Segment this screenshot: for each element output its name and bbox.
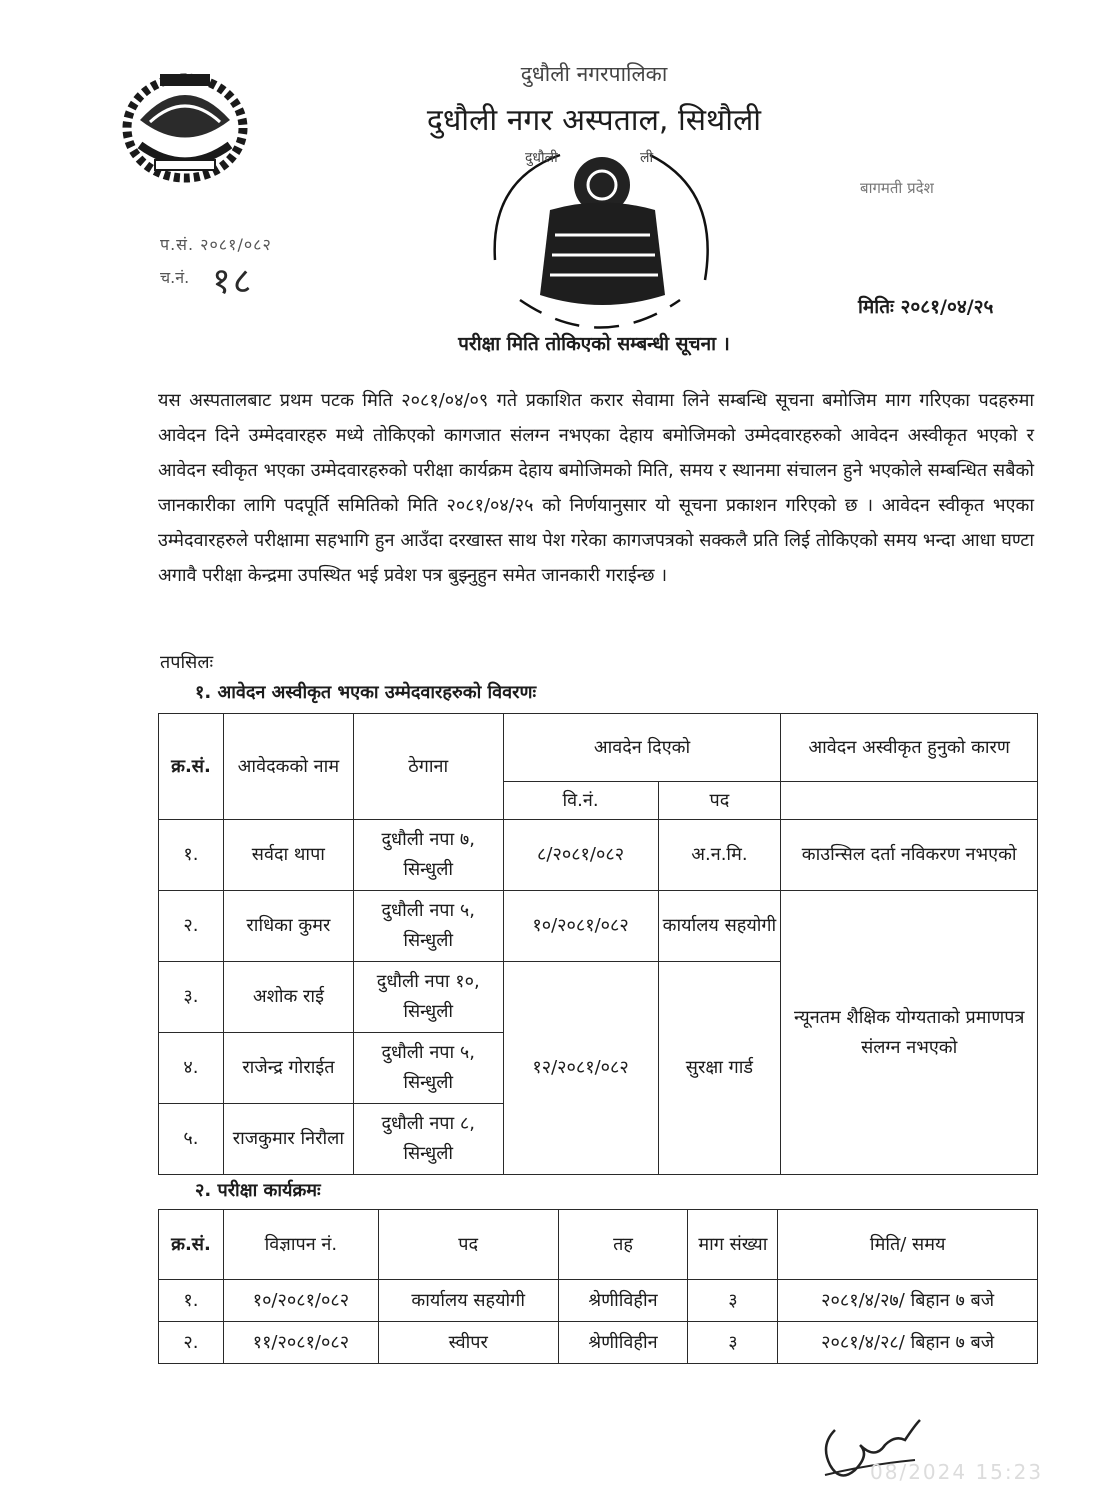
row-sn: २. bbox=[159, 891, 224, 962]
row-level: श्रेणीविहीन bbox=[558, 1322, 688, 1364]
row-post: स्वीपर bbox=[378, 1322, 558, 1364]
row-level: श्रेणीविहीन bbox=[558, 1280, 688, 1322]
row-sn: २. bbox=[159, 1322, 224, 1364]
row-post: कार्यालय सहयोगी bbox=[378, 1280, 558, 1322]
province-name: बागमती प्रदेश bbox=[860, 179, 934, 197]
patra-sankhya: प.सं. २०८१/०८२ bbox=[160, 235, 272, 254]
row-sn: ५. bbox=[159, 1104, 224, 1175]
row-demand: ३ bbox=[688, 1280, 778, 1322]
table-row bbox=[159, 1280, 1038, 1322]
row-name: राधिका कुमर bbox=[223, 891, 353, 962]
header-name: आवेदकको नाम bbox=[223, 714, 353, 820]
tapasil-label: तपसिलः bbox=[160, 652, 214, 673]
merged-reason: न्यूनतम शैक्षिक योग्यताको प्रमाणपत्र संलग्न नभएको bbox=[781, 891, 1038, 1175]
row-name: सर्वदा थापा bbox=[223, 820, 353, 891]
row-post: कार्यालय सहयोगी bbox=[658, 891, 781, 962]
row-adv-no: १०/२०८१/०८२ bbox=[223, 1280, 378, 1322]
header-address: ठेगाना bbox=[353, 714, 503, 820]
table-row bbox=[159, 1322, 1038, 1364]
row-address: दुधौली नपा १०, सिन्धुली bbox=[353, 962, 503, 1033]
notice-date: मितिः २०८१/०४/२५ bbox=[858, 296, 994, 318]
header-applied: आवदेन दिएको bbox=[503, 714, 781, 782]
table-row bbox=[159, 891, 1038, 962]
hospital-name: दुधौली नगर अस्पताल, सिथौली bbox=[426, 103, 762, 138]
header-sn: क्र.सं. bbox=[159, 1210, 224, 1280]
header-adv-no: वि.नं. bbox=[503, 782, 658, 820]
header-post: पद bbox=[378, 1210, 558, 1280]
notice-body: यस अस्पतालबाट प्रथम पटक मिति २०८१/०४/०९ गते प्रकाशित करार सेवामा लिने सम्बन्धि सूचना बमोजिम माग गरिएका पदहरुमा आवेदन दिने उम्मेदवारहरु मध्ये तोकिएको कागजात संलग्न नभएका देहाय बमोजिमको उम्मेदवारहरुको आवेदन अस्वीकृत भएको र आवेदन स्वीकृत भएका उम्मेदवारहरुको परीक्षा कार्यक्रम देहाय बमोजिमको मिति, समय र स्थानमा संचालन हुने भएकोले सम्बन्धित सबैको जानकारीका लागि पदपूर्ति समितिको मिति २०८१/०४/२५ को निर्णयानुसार यो सूचना प्रकाशन गरिएको छ । आवेदन स्वीकृत भएका उम्मेदवारहरुले परीक्षामा सहभागि हुन आउँदा दरखास्त साथ पेश गरेका कागजपत्रको सक्कलै प्रति लिई तोकिएको समय भन्दा आधा घण्टा अगावै परीक्षा केन्द्रमा उपस्थित भई प्रवेश पत्र बुझ्नुहुन समेत जानकारी गराईन्छ । bbox=[158, 390, 1034, 586]
row-sn: ३. bbox=[159, 962, 224, 1033]
notice-subject: परीक्षा मिति तोकिएको सम्बन्धी सूचना । bbox=[458, 333, 730, 355]
header-sn: क्र.सं. bbox=[159, 714, 224, 820]
header-post: पद bbox=[658, 782, 781, 820]
row-adv-no: ११/२०८१/०८२ bbox=[223, 1322, 378, 1364]
header-adv-no: विज्ञापन नं. bbox=[223, 1210, 378, 1280]
row-name: अशोक राई bbox=[223, 962, 353, 1033]
header-demand: माग संख्या bbox=[688, 1210, 778, 1280]
header-datetime: मिति/ समय bbox=[778, 1210, 1038, 1280]
row-sn: ४. bbox=[159, 1033, 224, 1104]
chalani-number: १८ bbox=[212, 261, 254, 302]
row-demand: ३ bbox=[688, 1322, 778, 1364]
row-post: अ.न.मि. bbox=[658, 820, 781, 891]
row-name: राजेन्द्र गोराईत bbox=[223, 1033, 353, 1104]
row-address: दुधौली नपा ७, सिन्धुली bbox=[353, 820, 503, 891]
header-level: तह bbox=[558, 1210, 688, 1280]
rejected-applicants-table bbox=[158, 713, 1038, 1175]
header-reason: आवेदन अस्वीकृत हुनुको कारण bbox=[781, 714, 1038, 782]
municipality-name: दुधौली नगरपालिका bbox=[520, 62, 668, 86]
chalani-label: च.नं. bbox=[160, 268, 190, 287]
row-reason: काउन्सिल दर्ता नविकरण नभएको bbox=[781, 820, 1038, 891]
row-sn: १. bbox=[159, 1280, 224, 1322]
row-adv-no: ८/२०८१/०८२ bbox=[503, 820, 658, 891]
merged-adv-no: १२/२०८१/०८२ bbox=[503, 962, 658, 1175]
exam-schedule-table bbox=[158, 1209, 1038, 1364]
stamp-text-right: ली bbox=[640, 150, 654, 166]
photo-timestamp: 08/2024 15:23 bbox=[870, 1460, 1044, 1484]
row-name: राजकुमार निरौला bbox=[223, 1104, 353, 1175]
section1-title: १. आवेदन अस्वीकृत भएका उम्मेदवारहरुको विवरणः bbox=[195, 682, 537, 703]
row-address: दुधौली नपा ५, सिन्धुली bbox=[353, 1033, 503, 1104]
row-datetime: २०८१/४/२८/ बिहान ७ बजे bbox=[778, 1322, 1038, 1364]
stamp-text-top: दुधौली bbox=[525, 150, 558, 166]
section2-title: २. परीक्षा कार्यक्रमः bbox=[195, 1180, 321, 1201]
row-sn: १. bbox=[159, 820, 224, 891]
office-stamp-icon bbox=[480, 140, 725, 345]
header-reason-blank bbox=[781, 782, 1038, 820]
row-adv-no: १०/२०८१/०८२ bbox=[503, 891, 658, 962]
merged-post: सुरक्षा गार्ड bbox=[658, 962, 781, 1175]
table-row bbox=[159, 820, 1038, 891]
row-address: दुधौली नपा ५, सिन्धुली bbox=[353, 891, 503, 962]
row-address: दुधौली नपा ८, सिन्धुली bbox=[353, 1104, 503, 1175]
row-datetime: २०८१/४/२७/ बिहान ७ बजे bbox=[778, 1280, 1038, 1322]
